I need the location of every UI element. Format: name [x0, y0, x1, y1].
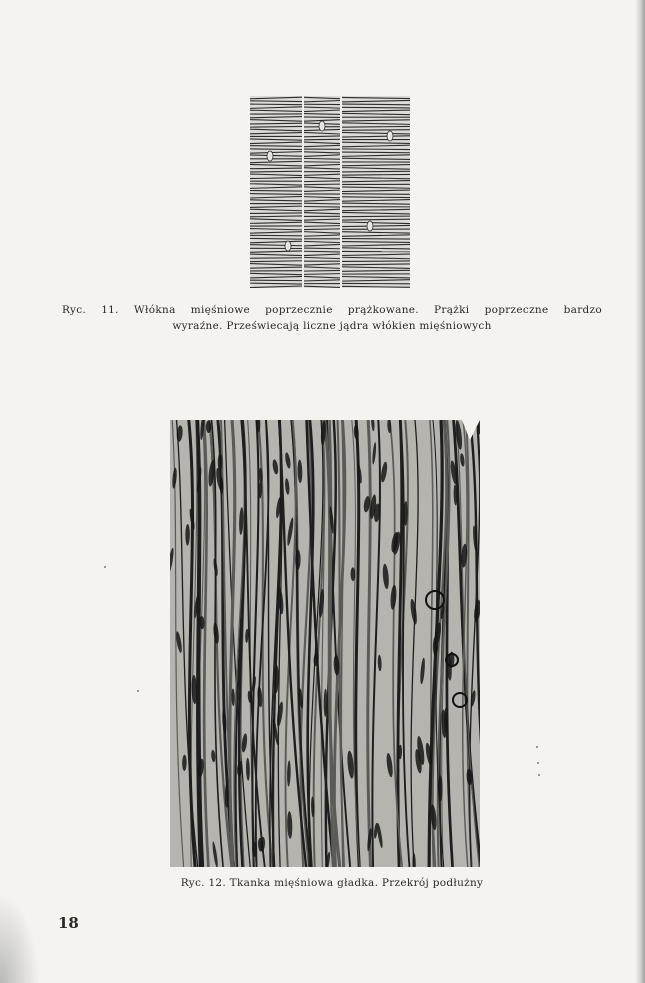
page-number: 18	[58, 914, 79, 932]
figure-12-caption: Ryc. 12. Tkanka mięśniowa gładka. Przekrój podłużny	[180, 877, 484, 889]
smooth-muscle-illustration-icon	[170, 420, 480, 867]
dust-speck	[104, 566, 106, 568]
dust-speck	[536, 746, 538, 748]
dust-speck	[137, 690, 139, 692]
figure-11-caption-line-1: Ryc. 11. Włókna mięśniowe poprzecznie prążkowane. Prążki poprzeczne bardzo	[62, 304, 602, 316]
figure-11-caption-line-2: wyraźne. Przeświecają liczne jądra włókien mięśniowych	[172, 320, 492, 332]
figure-12-image	[170, 420, 480, 867]
page-corner-shadow	[0, 893, 40, 983]
page-edge-shadow	[635, 0, 645, 983]
figure-11-image	[250, 96, 410, 288]
dust-speck	[538, 774, 540, 776]
dust-speck	[537, 762, 539, 764]
striated-muscle-illustration-icon	[250, 96, 410, 288]
